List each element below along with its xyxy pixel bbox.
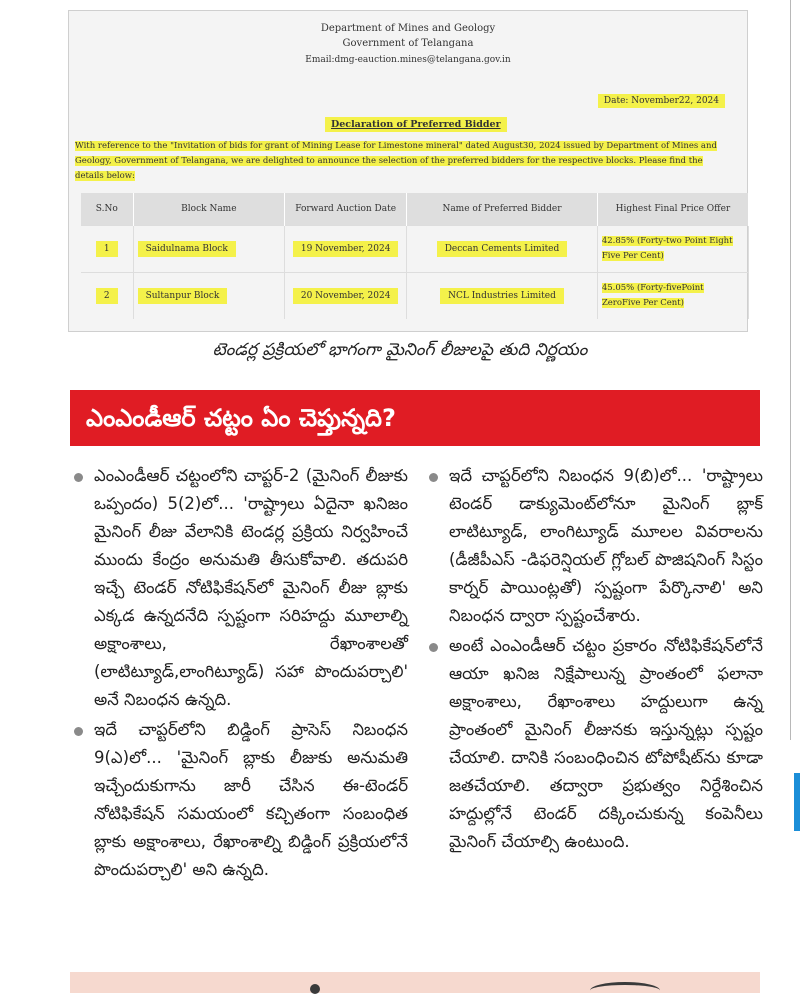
list-item-text: ఇదే చాప్టర్‌లోని నిబంధన 9(బి)లో... 'రాష్ట్రాలు టెండర్ డాక్యుమెంట్‌లోనూ మైనింగ్ బ్లాక్ లాటిట్యూడ్, లాంగిట్యూడ్ మూలల వివరాలను (డీజీపీఎస్ -డిఫరెన్షియల్ గ్లోబల్ పొజిషనింగ్ సిస్టం కార్నర్ పాయింట్లతో) స్పష్టంగా పేర్కొనాలి' అని నిబంధన ద్వారా స్పష్టంచేశారు. bbox=[449, 466, 763, 625]
article-column-left bbox=[70, 462, 408, 886]
list-item bbox=[425, 632, 763, 856]
notice-declaration-title: Declaration of Preferred Bidder bbox=[325, 117, 507, 132]
list-item bbox=[425, 462, 763, 630]
col-auction-date: Forward Auction Date bbox=[285, 193, 407, 226]
article-column-right bbox=[425, 462, 763, 858]
notice-department: Department of Mines and Geology bbox=[320, 23, 496, 34]
col-block-name: Block Name bbox=[133, 193, 285, 226]
list-item-text: ఇదే చాప్టర్‌లోని బిడ్డింగ్ ప్రాసెస్ నిబంధన 9(ఎ)లో... 'మైనింగ్ బ్లాకు లీజుకు అనుమతి ఇచ్చేందుకుగాను జారీ చేసిన ఈ-టెండర్ నోటిఫికేషన్ సమయంలో కచ్చితంగా సంబంధిత బ్లాకు అక్షాంశాలు, రేఖాంశాల్ని బిడ్డింగ్ ప్రక్రియలోనే పొందుపర్చాలి' అని ఉన్నది. bbox=[94, 720, 408, 879]
row-sno: 1 bbox=[96, 241, 118, 257]
bullet-icon bbox=[74, 473, 83, 482]
tender-notice-image bbox=[68, 10, 748, 332]
section-banner-title: ఎంఎండీఆర్ చట్టం ఏం చెప్తున్నది? bbox=[70, 390, 760, 446]
row-block: Saidulnama Block bbox=[138, 241, 236, 257]
notice-paragraph-text: With reference to the "Invitation of bids for grant of Mining Lease for Limestone mineral" dated August30, 2024 issued by Department of Mines and Geology, Government of Telangana, we are delighted to announce the selection of the preferred bidders for the respective blocks. Please find the details below: bbox=[75, 141, 717, 181]
next-section-band bbox=[70, 972, 760, 993]
list-item bbox=[70, 462, 408, 714]
table-header-row bbox=[81, 193, 749, 226]
list-item bbox=[70, 716, 408, 884]
list-item-text: అంటే ఎంఎండీఆర్ చట్టం ప్రకారం నోటిఫికేషన్‌లోనే ఆయా ఖనిజ నిక్షేపాలున్న ప్రాంతంలో ఫలానా అక్షాంశాలు, రేఖాంశాలు హద్దులుగా ఉన్న ప్రాంతంలో మైనింగ్ లీజునకు ఇస్తున్నట్లు స్పష్టం చేయాలి. దానికి సంబంధించిన టోపోషీట్‌ను కూడా జతచేయాలి. తద్వారా ప్రభుత్వం నిర్దేశించిన హద్దుల్లోనే టెండర్ దక్కించుకున్న కంపెనీలు మైనింగ్ చేయాల్సి ఉంటుంది. bbox=[449, 636, 763, 851]
bullet-icon bbox=[429, 473, 438, 482]
bullet-icon bbox=[74, 727, 83, 736]
row-sno: 2 bbox=[96, 288, 118, 304]
row-date: 19 November, 2024 bbox=[293, 241, 399, 257]
cropped-glyph bbox=[590, 982, 660, 999]
image-caption: టెండర్ల ప్రక్రియలో భాగంగా మైనింగ్ లీజులపై తుది నిర్ణయం bbox=[212, 340, 588, 360]
list-item-text: ఎంఎండీఆర్ చట్టంలోని చాప్టర్-2 (మైనింగ్ లీజుకు ఒప్పందం) 5(2)లో... 'రాష్ట్రాలు ఏదైనా ఖనిజం మైనింగ్ లీజు వేలానికి టెండర్ల ప్రక్రియ నిర్వహించే ముందు కేంద్రం అనుమతి తీసుకోవాలి. తదుపరి ఇచ్చే టెండర్ నోటిఫికేషన్‌లో మైనింగ్ లీజు బ్లాకు ఎక్కడ ఉన్నదనేది స్పష్టంగా సరిహద్దు మూలాల్ని అక్షాంశాలు, రేఖాంశాలతో (లాటిట్యూడ్,లాంగిట్యూడ్) సహా పొందుపర్చాలి' అనే నిబంధన ఉన్నది. bbox=[94, 466, 408, 709]
row-block: Sultanpur Block bbox=[138, 288, 228, 304]
col-preferred-bidder: Name of Preferred Bidder bbox=[407, 193, 598, 226]
side-tab-marker bbox=[794, 773, 800, 831]
row-bidder: NCL Industries Limited bbox=[440, 288, 564, 304]
table-row bbox=[81, 226, 749, 273]
row-date: 20 November, 2024 bbox=[293, 288, 399, 304]
notice-paragraph bbox=[75, 139, 731, 184]
row-price: 45.05% (Forty-fivePoint ZeroFive Per Cent) bbox=[601, 283, 704, 308]
col-highest-price: Highest Final Price Offer bbox=[597, 193, 748, 226]
bullet-icon bbox=[429, 643, 438, 652]
row-price: 42.85% (Forty-two Point Eight Five Per Cent) bbox=[601, 236, 733, 261]
column-divider-rule bbox=[790, 0, 791, 740]
bidder-table bbox=[81, 193, 749, 319]
table-row bbox=[81, 273, 749, 320]
notice-date: Date: November22, 2024 bbox=[598, 94, 725, 108]
col-sno: S.No bbox=[81, 193, 133, 226]
notice-email: Email:dmg-eauction.mines@telangana.gov.in bbox=[305, 55, 511, 65]
row-bidder: Deccan Cements Limited bbox=[437, 241, 568, 257]
notice-government: Government of Telangana bbox=[342, 38, 474, 49]
